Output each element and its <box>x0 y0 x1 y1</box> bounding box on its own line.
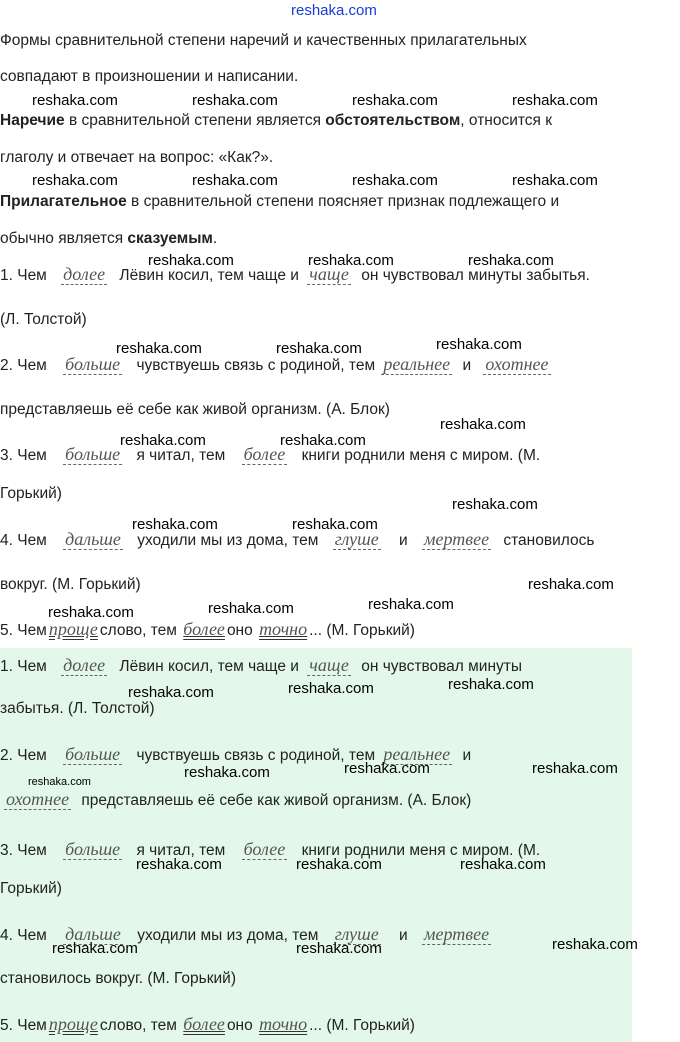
example-3-line-1 <box>0 444 540 466</box>
handwritten-word: глуше <box>334 924 379 944</box>
watermark: reshaka.com <box>192 92 278 109</box>
handwritten-word-subject: проще <box>48 1014 98 1034</box>
example-text: 4. Чем <box>0 927 47 944</box>
term-adverb: Наречие <box>0 112 65 129</box>
handwritten-word: долее <box>63 264 106 284</box>
example-2-line-2: представляешь её себе как живой организм. (А. Блок) <box>0 401 390 418</box>
handwritten-word: дальше <box>65 529 121 549</box>
watermark: reshaka.com <box>192 172 278 189</box>
rule-text: в сравнительной степени поясняет признак подлежащего и <box>126 193 560 210</box>
watermark: reshaka.com <box>468 252 554 269</box>
example-text: и <box>399 532 408 549</box>
handwritten-word: глуше <box>334 529 379 549</box>
handwritten-word: более <box>243 444 286 464</box>
handwritten-word: чаще <box>309 264 349 284</box>
watermark: reshaka.com <box>436 336 522 353</box>
watermark: reshaka.com <box>184 764 270 781</box>
watermark: reshaka.com <box>552 936 638 953</box>
watermark: reshaka.com <box>344 760 430 777</box>
handwritten-word: охотнее <box>485 354 549 374</box>
rule-paragraph-3-line-1 <box>0 192 559 212</box>
handwritten-word: реальнее <box>383 354 451 374</box>
example-5-line-1 <box>0 619 415 641</box>
watermark: reshaka.com <box>452 496 538 513</box>
example-text: 3. Чем <box>0 447 47 464</box>
example-text: я читал, тем <box>136 842 226 859</box>
site-watermark-top[interactable]: reshaka.com <box>291 2 377 19</box>
example-text: слово, тем <box>99 1017 177 1034</box>
watermark: reshaka.com <box>132 516 218 533</box>
rule-paragraph-2-line-1 <box>0 111 552 131</box>
watermark: reshaka.com <box>368 596 454 613</box>
example-text: 3. Чем <box>0 842 47 859</box>
handwritten-word: охотнее <box>6 789 70 809</box>
example-1-line-2: (Л. Толстой) <box>0 311 87 328</box>
answer-example-3-line-2: Горький) <box>0 880 62 897</box>
example-text: ... (М. Горький) <box>309 622 415 639</box>
answer-example-2-line-2 <box>0 789 471 811</box>
watermark: reshaka.com <box>532 760 618 777</box>
handwritten-word: чаще <box>309 655 349 675</box>
watermark: reshaka.com <box>280 432 366 449</box>
example-text: чувствуешь связь с родиной, тем <box>136 747 376 764</box>
example-text: и <box>462 357 472 374</box>
watermark: reshaka.com <box>148 252 234 269</box>
example-text: он чувствовал минуты <box>361 658 523 675</box>
example-text: книги роднили меня с миром. (М. <box>301 447 541 464</box>
example-text: 1. Чем <box>0 658 47 675</box>
watermark: reshaka.com <box>352 172 438 189</box>
example-text: Лёвин косил, тем чаще и <box>119 658 299 675</box>
example-text: оно <box>226 1017 253 1034</box>
watermark: reshaka.com <box>296 856 382 873</box>
handwritten-word: больше <box>65 839 121 859</box>
answer-example-4-line-2: становилось вокруг. (М. Горький) <box>0 970 236 987</box>
example-text: я читал, тем <box>136 447 226 464</box>
example-text: 4. Чем <box>0 532 47 549</box>
example-2-line-1 <box>0 354 551 376</box>
watermark: reshaka.com <box>128 684 214 701</box>
watermark: reshaka.com <box>208 600 294 617</box>
answer-example-1-line-2: забытья. (Л. Толстой) <box>0 700 155 717</box>
example-text: оно <box>226 622 253 639</box>
example-text: уходили мы из дома, тем <box>137 927 319 944</box>
rule-text: . <box>212 230 218 247</box>
handwritten-word: мертвее <box>424 924 490 944</box>
rule-paragraph-3-line-2 <box>0 229 217 249</box>
term-predicate: сказуемым <box>127 230 213 247</box>
handwritten-word: мертвее <box>424 529 490 549</box>
watermark: reshaka.com <box>460 856 546 873</box>
handwritten-word: реальнее <box>383 744 451 764</box>
watermark: reshaka.com <box>28 776 91 788</box>
example-text: 2. Чем <box>0 747 47 764</box>
handwritten-word: долее <box>63 655 106 675</box>
example-text: он чувствовал минуты забытья. <box>361 267 590 284</box>
handwritten-word: дальше <box>65 924 121 944</box>
watermark: reshaka.com <box>292 516 378 533</box>
handwritten-word-predicate: точно <box>259 1014 308 1034</box>
watermark: reshaka.com <box>48 604 134 621</box>
watermark: reshaka.com <box>120 432 206 449</box>
term-adjective: Прилагательное <box>0 193 127 210</box>
watermark: reshaka.com <box>308 252 394 269</box>
example-text: 2. Чем <box>0 357 47 374</box>
answer-example-5-line-1 <box>0 1014 415 1036</box>
watermark: reshaka.com <box>512 172 598 189</box>
watermark: reshaka.com <box>288 680 374 697</box>
watermark: reshaka.com <box>136 856 222 873</box>
rule-paragraph-1-line-2: совпадают в произношении и написании. <box>0 68 299 85</box>
rule-text: в сравнительной степени является <box>64 112 326 129</box>
rule-text: , относится к <box>460 112 553 129</box>
watermark: reshaka.com <box>116 340 202 357</box>
example-text: представляешь её себе как живой организм. (А. Блок) <box>81 792 472 809</box>
rule-paragraph-2-line-2: глаголу и отвечает на вопрос: «Как?». <box>0 149 274 166</box>
example-text: книги роднили меня с миром. (М. <box>301 842 541 859</box>
handwritten-word: больше <box>65 744 121 764</box>
watermark: reshaka.com <box>528 576 614 593</box>
handwritten-word-subject: проще <box>48 619 98 639</box>
answer-example-1-line-1 <box>0 655 522 677</box>
watermark: reshaka.com <box>276 340 362 357</box>
example-text: становилось <box>503 532 595 549</box>
watermark: reshaka.com <box>32 172 118 189</box>
handwritten-word: больше <box>65 444 121 464</box>
example-text: 5. Чем <box>0 622 47 639</box>
example-text: 5. Чем <box>0 1017 47 1034</box>
example-text: ... (М. Горький) <box>309 1017 415 1034</box>
term-adverbial: обстоятельством <box>325 112 461 129</box>
handwritten-word: больше <box>65 354 121 374</box>
watermark: reshaka.com <box>440 416 526 433</box>
example-text: 1. Чем <box>0 267 47 284</box>
handwritten-word-predicate: более <box>183 1014 225 1034</box>
example-4-line-2: вокруг. (М. Горький) <box>0 576 141 593</box>
example-3-line-2: Горький) <box>0 485 62 502</box>
handwritten-word-predicate: более <box>183 619 225 639</box>
rule-text: обычно является <box>0 230 128 247</box>
example-text: чувствуешь связь с родиной, тем <box>136 357 376 374</box>
watermark: reshaka.com <box>448 676 534 693</box>
rule-paragraph-1-line-1: Формы сравнительной степени наречий и качественных прилагательных <box>0 32 527 49</box>
example-text: слово, тем <box>99 622 177 639</box>
handwritten-word-predicate: точно <box>259 619 308 639</box>
watermark: reshaka.com <box>352 92 438 109</box>
example-text: и <box>399 927 408 944</box>
watermark: reshaka.com <box>512 92 598 109</box>
watermark: reshaka.com <box>52 940 138 957</box>
example-text: Лёвин косил, тем чаще и <box>119 267 299 284</box>
example-text: уходили мы из дома, тем <box>137 532 319 549</box>
handwritten-word: более <box>243 839 286 859</box>
watermark: reshaka.com <box>296 940 382 957</box>
watermark: reshaka.com <box>32 92 118 109</box>
example-text: и <box>462 747 472 764</box>
